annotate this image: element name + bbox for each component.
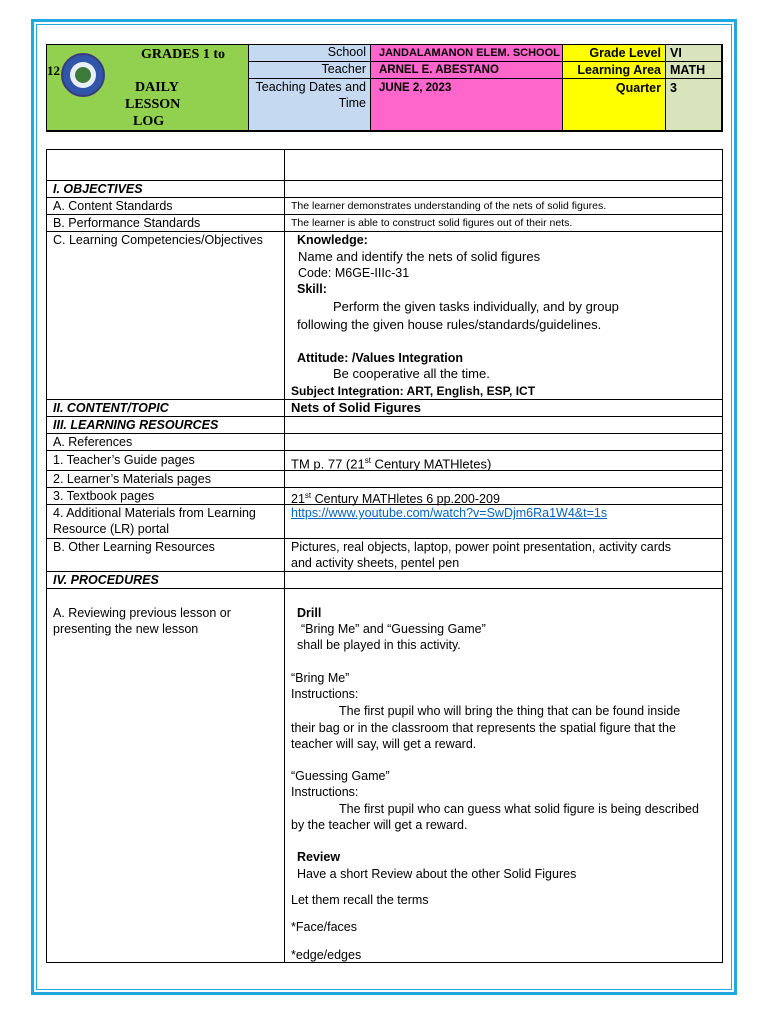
review-heading: Review xyxy=(297,850,341,864)
header-table xyxy=(46,44,723,132)
procedures-heading: IV. PROCEDURES xyxy=(53,573,159,587)
row-content-topic xyxy=(47,400,722,417)
other-resources-value: Pictures, real objects, laptop, power point presentation, activity cards and activity sheets, pentel pen xyxy=(291,540,672,570)
row-additional-materials xyxy=(47,505,722,539)
content-standards-label: A. Content Standards xyxy=(53,199,173,213)
content-topic-value: Nets of Solid Figures xyxy=(291,400,422,415)
additional-materials-label: 4. Additional Materials from Learning Resource (LR) portal xyxy=(53,506,256,536)
bring-me-instructions: Instructions: xyxy=(291,687,359,701)
references-label: A. References xyxy=(53,435,133,449)
skill-text-2: following the given house rules/standards/guidelines. xyxy=(297,317,602,332)
row-other-resources xyxy=(47,539,722,572)
learners-materials-label: 2. Learner’s Materials pages xyxy=(53,472,211,486)
dates-label: Teaching Dates and Time xyxy=(249,79,371,131)
school-value: JANDALAMANON ELEM. SCHOOL xyxy=(371,45,563,62)
guessing-game-text-2: by the teacher will get a reward. xyxy=(291,818,468,832)
knowledge-label: Knowledge: xyxy=(297,233,368,247)
grade-value: VI xyxy=(666,45,722,62)
guessing-game-title: “Guessing Game” xyxy=(291,769,390,783)
title-cell xyxy=(47,45,249,131)
row-performance-standards xyxy=(47,215,722,232)
grade-label: Grade Level xyxy=(563,45,666,62)
knowledge-text: Name and identify the nets of solid figures xyxy=(298,249,541,264)
drill-text-2: shall be played in this activity. xyxy=(297,638,461,652)
recall-text: Let them recall the terms xyxy=(291,893,429,907)
learning-resources-heading: III. LEARNING RESOURCES xyxy=(53,418,219,432)
row-blank xyxy=(47,150,722,181)
youtube-link[interactable]: https://www.youtube.com/watch?v=SwDjm6Ra1W4&t=1s xyxy=(291,506,608,520)
procedure-a-label: A. Reviewing previous lesson or presenting the new lesson xyxy=(53,606,231,636)
objectives-heading: I. OBJECTIVES xyxy=(53,182,143,196)
review-text: Have a short Review about the other Solid Figures xyxy=(297,867,577,881)
drill-text-1: “Bring Me” and “Guessing Game” xyxy=(301,622,486,636)
row-content-standards xyxy=(47,198,722,215)
performance-standards-label: B. Performance Standards xyxy=(53,216,201,230)
textbook-label: 3. Textbook pages xyxy=(53,489,155,503)
title-lesson: LESSON xyxy=(125,97,181,112)
attitude-text: Be cooperative all the time. xyxy=(333,366,490,381)
title-grades: GRADES 1 to xyxy=(141,47,226,62)
content-topic-heading: II. CONTENT/TOPIC xyxy=(53,401,169,415)
faces-term: *Face/faces xyxy=(291,920,358,934)
drill-heading: Drill xyxy=(297,606,322,620)
quarter-label: Quarter xyxy=(563,79,666,131)
row-procedures xyxy=(47,572,722,589)
performance-standards-value: The learner is able to construct solid figures out of their nets. xyxy=(291,217,573,229)
row-learning-resources xyxy=(47,417,722,434)
edges-term: *edge/edges xyxy=(291,948,362,962)
row-teachers-guide xyxy=(47,451,722,471)
content-standards-value: The learner demonstrates understanding of the nets of solid figures. xyxy=(291,200,607,212)
title-grades-num: 12 xyxy=(47,63,60,78)
other-resources-label: B. Other Learning Resources xyxy=(53,540,215,554)
teachers-guide-label: 1. Teacher’s Guide pages xyxy=(53,453,195,467)
lesson-table xyxy=(46,149,723,963)
skill-text-1: Perform the given tasks individually, and by group xyxy=(333,299,619,314)
row-references xyxy=(47,434,722,451)
bring-me-title: “Bring Me” xyxy=(291,671,350,685)
teacher-label: Teacher xyxy=(249,62,371,79)
bring-me-text-3: teacher will say, will get a reward. xyxy=(291,737,477,751)
area-label: Learning Area xyxy=(563,62,666,79)
title-daily: DAILY xyxy=(135,80,179,95)
teacher-value: ARNEL E. ABESTANO xyxy=(371,62,563,79)
guessing-game-text-1: The first pupil who can guess what solid figure is being described xyxy=(339,802,699,816)
guessing-game-instructions: Instructions: xyxy=(291,785,359,799)
row-textbook xyxy=(47,488,722,505)
bring-me-text-1: The first pupil who will bring the thing that can be found inside xyxy=(339,704,681,718)
bring-me-text-2: their bag or in the classroom that represents the spatial figure that the xyxy=(291,721,676,735)
teachers-guide-value: TM p. 77 (21st Century MATHletes) xyxy=(291,456,492,472)
dates-value: JUNE 2, 2023 xyxy=(371,79,563,131)
competencies-label: C. Learning Competencies/Objectives xyxy=(53,233,263,247)
attitude-label: Attitude: /Values Integration xyxy=(297,351,463,365)
subject-integration: Subject Integration: ART, English, ESP, ICT xyxy=(291,384,536,398)
skill-label: Skill: xyxy=(297,282,327,296)
competency-code: Code: M6GE-IIIc-31 xyxy=(298,266,410,280)
textbook-value: 21st Century MATHletes 6 pp.200-209 xyxy=(291,491,500,507)
quarter-value: 3 xyxy=(666,79,722,131)
area-value: MATH xyxy=(666,62,722,79)
row-competencies xyxy=(47,232,722,400)
row-objectives xyxy=(47,181,722,198)
deped-seal-icon xyxy=(61,53,105,97)
title-log: LOG xyxy=(133,114,165,129)
school-label: School xyxy=(249,45,371,62)
row-learners-materials xyxy=(47,471,722,488)
